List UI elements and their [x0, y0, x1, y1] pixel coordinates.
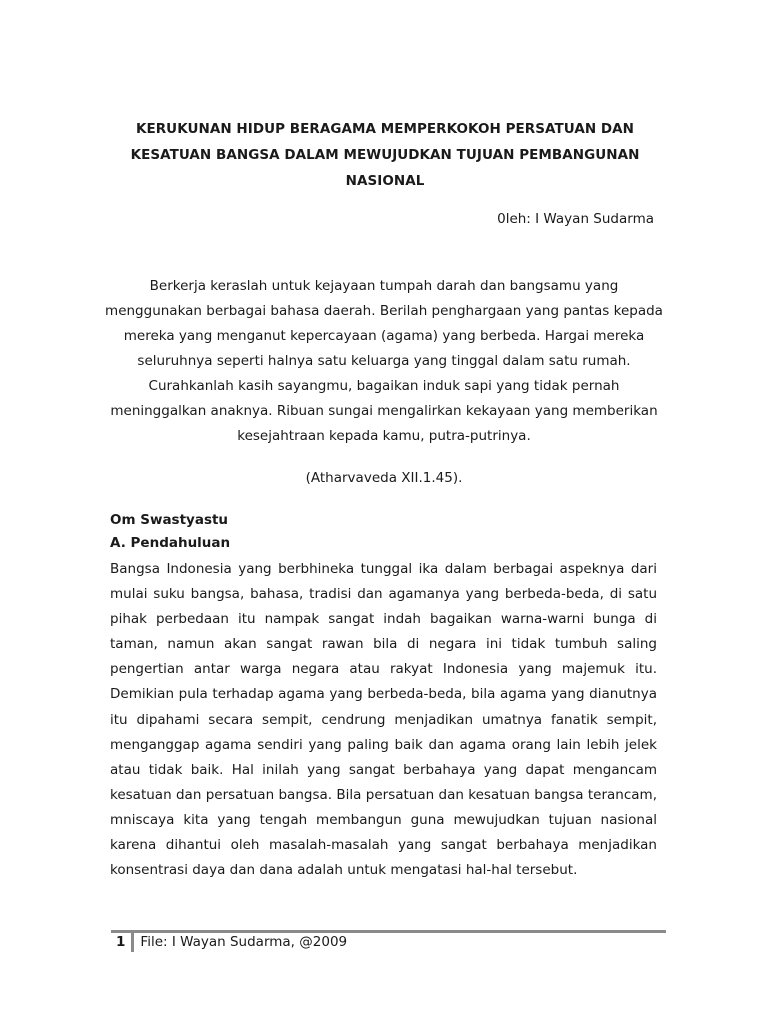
footer-text: File: I Wayan Sudarma, @2009: [140, 934, 348, 950]
quote-citation: (Atharvaveda XII.1.45).: [305, 470, 463, 486]
page-number: 1: [116, 932, 134, 952]
body-paragraph: Bangsa Indonesia yang berbhineka tunggal ika dalam berbagai aspeknya dari mulai suku bangsa, bahasa, tradisi dan agamanya yang berbeda-beda, di satu pihak perbedaan itu nampak sangat indah bagaikan warna-warni bunga di taman, namun akan sangat rawan bila di negara ini tidak tumbuh saling pengertian antar warga negara atau rakyat Indonesia yang majemuk itu. Demikian pula terhadap agama yang berbeda-beda, bila agama yang dianutnya itu dipahami secara sempit, cendrung menjadikan umatnya fanatik sempit, menganggap agama sendiri yang paling baik dan agama orang lain lebih jelek atau tidak baik. Hal inilah yang sangat berbahaya yang dapat mengancam kesatuan dan persatuan bangsa. Bila persatuan dan kesatuan bangsa terancam, mniscaya kita yang tengah membangun guna mewujudkan tujuan nasional karena dihantui oleh masalah-masalah yang sangat berbahaya menjadikan konsentrasi daya dan dana adalah untuk mengatasi hal-hal tersebut.: [110, 561, 657, 879]
page-footer: [116, 932, 347, 952]
document-title: KERUKUNAN HIDUP BERAGAMA MEMPERKOKOH PERSATUAN DAN KESATUAN BANGSA DALAM MEWUJUDKAN TUJUAN PEMBANGUNAN NASIONAL: [130, 121, 640, 189]
opening-quote: Berkerja keraslah untuk kejayaan tumpah darah dan bangsamu yang menggunakan berbagai bahasa daerah. Berilah penghargaan yang pantas kepada mereka yang menganut kepercayaan (agama) yang berbeda. Hargai mereka seluruhnya seperti halnya satu keluarga yang tinggal dalam satu rumah. Curahkanlah kasih sayangmu, bagaikan induk sapi yang tidak pernah meninggalkan anaknya. Ribuan sungai mengalirkan kekayaan yang memberikan kesejahtraan kepada kamu, putra-putrinya.: [105, 278, 663, 444]
greeting: Om Swastyastu: [110, 512, 229, 528]
section-heading: A. Pendahuluan: [110, 535, 231, 551]
author-line: 0leh: I Wayan Sudarma: [497, 211, 654, 227]
